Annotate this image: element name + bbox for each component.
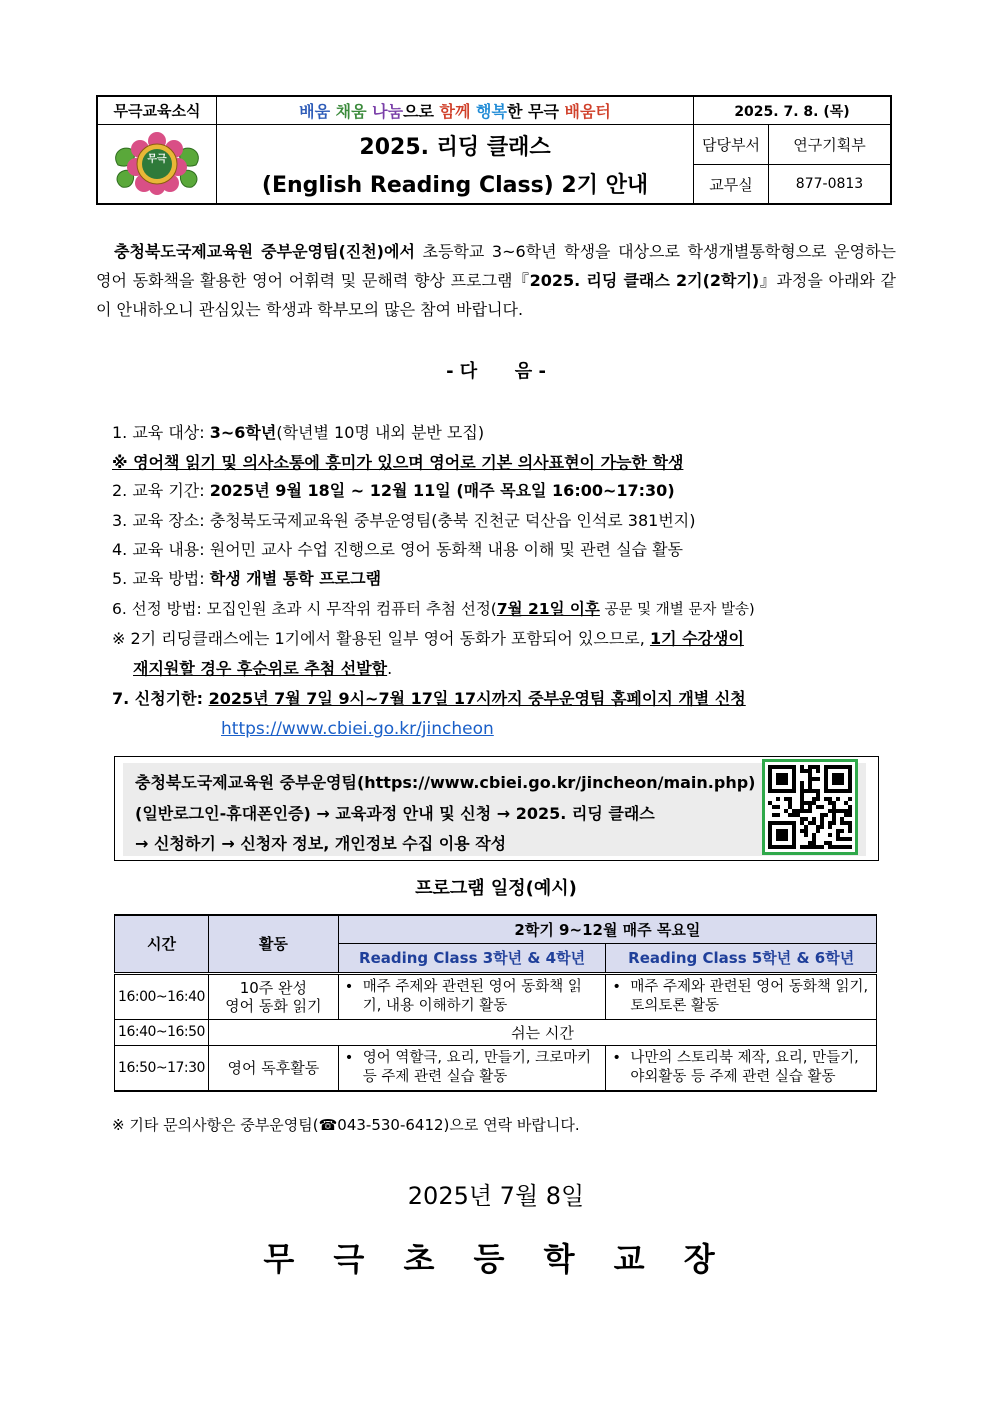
intro-program: 2025. 리딩 클래스 2기(2학기): [529, 271, 760, 290]
note-emphasis-2: 재지원할 경우 후순위로 추첨 선발함: [133, 659, 388, 678]
detail-line: 영어 역할극, 요리, 만들기, 크로마키: [362, 1049, 592, 1066]
row-break: 쉬는 시간: [208, 1019, 876, 1045]
detail-line: 등 주제 관련 실습 활동: [362, 1068, 508, 1085]
item-label: 7. 신청기한:: [112, 689, 209, 708]
row-grade-56: • 매주 주제와 관련된 영어 동화책 읽기, 토의토론 활동: [606, 973, 877, 1019]
detail-line: 매주 주제와 관련된 영어 동화책 읽: [362, 978, 582, 995]
slogan-word: 배움: [299, 102, 331, 121]
note-eligibility: ※ 영어책 읽기 및 의사소통에 흥미가 있으며 영어로 기본 의사표현이 가능한 학생: [112, 453, 684, 472]
slogan-word: 배움터: [564, 102, 611, 121]
item-location: 3. 교육 장소: 충청북도국제교육원 중부운영팀(충북 진천군 덕산읍 인석로 381번지): [112, 511, 696, 530]
school-slogan: [217, 97, 693, 124]
item-date: 7월 21일 이후: [496, 600, 600, 618]
apply-link[interactable]: https://www.cbiei.go.kr/jincheon: [221, 719, 494, 739]
item-period: [112, 476, 675, 506]
guide-line-3: → 신청하기 → 신청자 정보, 개인정보 수집 이용 작성: [135, 834, 507, 853]
guide-line-1: 충청북도국제교육원 중부운영팀(https://www.cbiei.go.kr/jincheon/main.php): [135, 773, 756, 792]
activity-line: 영어 동화 읽기: [225, 996, 322, 1015]
slogan-word: 채움: [335, 102, 367, 121]
item-value-rest: 공문 및 개별 문자 발송): [599, 602, 755, 618]
detail-line: 나만의 스토리북 제작, 요리, 만들기,: [630, 1049, 859, 1066]
schedule-title: 프로그램 일정(예시): [415, 878, 577, 899]
newsletter-label: 무극교육소식: [113, 102, 201, 120]
detail-line: 기, 내용 이해하기 활동: [362, 997, 508, 1014]
item-selection: [112, 594, 755, 625]
col-time: 시간: [115, 915, 209, 973]
activity-line: 10주 완성: [239, 978, 308, 997]
row-grade-34: • 매주 주제와 관련된 영어 동화책 읽 기, 내용 이해하기 활동: [338, 973, 606, 1019]
row-activity: [208, 973, 338, 1019]
slogan-word: 나눔: [372, 102, 404, 121]
intro-text-2: 』과정을 아래와 같이 안내하오니 관심있는 학생과 학부모의 많은 참여 바랍니다.: [96, 271, 896, 319]
note-emphasis: 1기 수강생이: [649, 629, 744, 648]
row-grade-56: • 나만의 스토리북 제작, 요리, 만들기, 야외활동 등 주제 관련 실습 활동: [606, 1045, 877, 1091]
item-label: 6. 선정 방법: 모집인원 초과 시 무작위 컴퓨터 추첨 선정(: [112, 600, 497, 618]
qr-pattern: [768, 765, 852, 849]
detail-line: 토의토론 활동: [630, 997, 720, 1014]
item-label: 1. 교육 대상:: [112, 423, 210, 442]
header-table: [96, 95, 892, 205]
item-label: 5. 교육 방법:: [112, 569, 210, 588]
detail-line: 야외활동 등 주제 관련 실습 활동: [630, 1068, 836, 1085]
item-value-rest: (학년별 10명 내외 분반 모집): [276, 423, 485, 442]
schedule-table: [114, 914, 877, 1092]
note-rejoin: [112, 624, 890, 654]
qr-code[interactable]: [762, 759, 858, 855]
slogan-word: 으로: [403, 102, 440, 121]
item-label: 2. 교육 기간:: [112, 481, 210, 500]
item-method: [112, 564, 381, 594]
item-target: [112, 418, 484, 448]
slogan-word: 함께: [439, 102, 471, 121]
office-phone: 877-0813: [795, 176, 864, 192]
apply-guide-box: [114, 756, 879, 861]
contact-note: ※ 기타 문의사항은 중부운영팀(☎043-530-6412)으로 연락 바랍니다.: [112, 1116, 580, 1134]
title-line-1: 2025. 리딩 클래스: [359, 134, 551, 160]
note-rejoin-cont: [133, 654, 392, 684]
slogan-word: 행복: [476, 102, 507, 121]
section-heading: - 다 음 -: [446, 361, 546, 382]
item-value: 학생 개별 통학 프로그램: [209, 569, 382, 588]
col-grade-56: Reading Class 5학년 & 6학년: [606, 943, 877, 973]
logo-glyph-top: 무극: [147, 154, 167, 165]
intro-org: 충청북도국제교육원 중부운영팀(진천)에서: [114, 242, 415, 261]
office-label: 교무실: [709, 175, 753, 194]
intro-text-1: 초등학교 3~6학년 학생을 대상으로 학생개별통학형으로 운영하는 영어 동화책을 활용한 영어 어휘력 및 문해력 향상 프로그램『: [96, 242, 897, 290]
dept-value: 연구기획부: [793, 136, 866, 154]
dept-label: 담당부서: [702, 136, 760, 154]
footer-date: 2025년 7월 8일: [407, 1182, 585, 1210]
intro-paragraph: [96, 237, 896, 324]
row-time: 16:00~16:40: [115, 973, 209, 1019]
detail-line: 매주 주제와 관련된 영어 동화책 읽기,: [630, 978, 869, 995]
item-content: 4. 교육 내용: 원어민 교사 수업 진행으로 영어 동화책 내용 이해 및 관련 실습 활동: [112, 540, 683, 559]
title-line-2: (English Reading Class) 2기 안내: [261, 172, 649, 198]
issue-date: 2025. 7. 8. (목): [734, 103, 850, 120]
item-deadline: [112, 684, 746, 714]
guide-line-2: (일반로그인-휴대폰인증) → 교육과정 안내 및 신청 → 2025. 리딩 클래스: [135, 804, 655, 823]
slogan-word: 한 무극: [506, 102, 565, 121]
item-value: 3~6학년: [209, 423, 277, 442]
row-activity: 영어 독후활동: [208, 1045, 338, 1091]
row-time: 16:40~16:50: [115, 1019, 209, 1045]
note-period: .: [387, 659, 393, 678]
col-grade-34: Reading Class 3학년 & 4학년: [338, 943, 606, 973]
col-term: 2학기 9~12월 매주 목요일: [338, 915, 876, 943]
note-text: ※ 2기 리딩클래스에는 1기에서 활용된 일부 영어 동화가 포함되어 있으므로,: [112, 629, 650, 648]
col-activity: 활동: [208, 915, 338, 973]
school-logo: [98, 125, 216, 203]
row-grade-34: • 영어 역할극, 요리, 만들기, 크로마키 등 주제 관련 실습 활동: [338, 1045, 606, 1091]
item-value: 2025년 9월 18일 ~ 12월 11일 (매주 목요일 16:00~17:30): [209, 481, 675, 500]
principal-signature: 무 극 초 등 학 교 장: [263, 1240, 729, 1278]
row-time: 16:50~17:30: [115, 1045, 209, 1091]
item-value: 2025년 7월 7일 9시~7월 17일 17시까지 중부운영팀 홈페이지 개별 신청: [208, 689, 746, 708]
